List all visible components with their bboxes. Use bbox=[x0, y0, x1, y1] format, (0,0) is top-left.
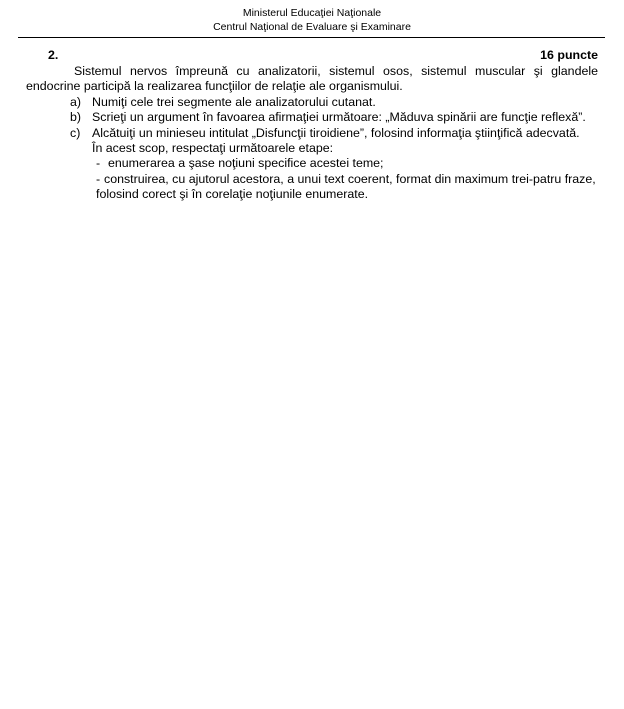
document-header bbox=[0, 0, 624, 34]
dash-marker-1: - bbox=[96, 156, 101, 171]
task-intro-paragraph: Sistemul nervos împreună cu analizatorii, sistemul osos, sistemul muscular şi glandele endocrine participă la realizarea funcţiilor de relaţie ale organismului. bbox=[26, 64, 598, 94]
header-ministry-line: Ministerul Educaţiei Naţionale bbox=[242, 7, 382, 19]
question-marker-b: b) bbox=[70, 110, 82, 125]
question-text-c: Alcătuiţi un minieseu intitulat „Disfuncţii tiroidiene”, folosind informaţia ştiinţifică adecvată. bbox=[92, 125, 580, 140]
dash-bullet-continuation: folosind corect şi în corelaţie noţiunile enumerate. bbox=[96, 187, 369, 202]
header-divider bbox=[18, 37, 605, 38]
dash-bullet-list bbox=[26, 156, 598, 187]
question-text-a: Numiţi cele trei segmente ale analizatorului cutanat. bbox=[92, 94, 376, 109]
dash-bullet-1 bbox=[26, 156, 598, 171]
header-center-line: Centrul Naţional de Evaluare şi Examinare bbox=[213, 20, 411, 33]
lettered-question-list bbox=[26, 95, 598, 141]
question-item-c bbox=[26, 126, 598, 141]
task-header-row bbox=[26, 48, 598, 64]
task-number: 2. bbox=[48, 48, 59, 62]
dash-text-1: enumerarea a şase noţiuni specifice acestei teme; bbox=[108, 156, 384, 171]
question-text-b: Scrieţi un argument în favoarea afirmaţiei următoare: „Măduva spinării are funcţie reflexă”. bbox=[92, 110, 586, 125]
question-marker-a: a) bbox=[70, 94, 82, 109]
sub-intro-line: În acest scop, respectaţi următoarele etape: bbox=[92, 141, 334, 156]
question-marker-c: c) bbox=[70, 125, 81, 140]
question-item-a bbox=[26, 95, 598, 110]
question-item-b bbox=[26, 110, 598, 125]
dash-text-2: construirea, cu ajutorul acestora, a unui text coerent, format din maximum trei-patru fraze, bbox=[104, 171, 596, 186]
task-points-badge: 16 puncte bbox=[540, 48, 598, 62]
dash-marker-2: - bbox=[96, 171, 101, 186]
task-content bbox=[0, 48, 624, 203]
dash-bullet-2 bbox=[26, 172, 598, 187]
